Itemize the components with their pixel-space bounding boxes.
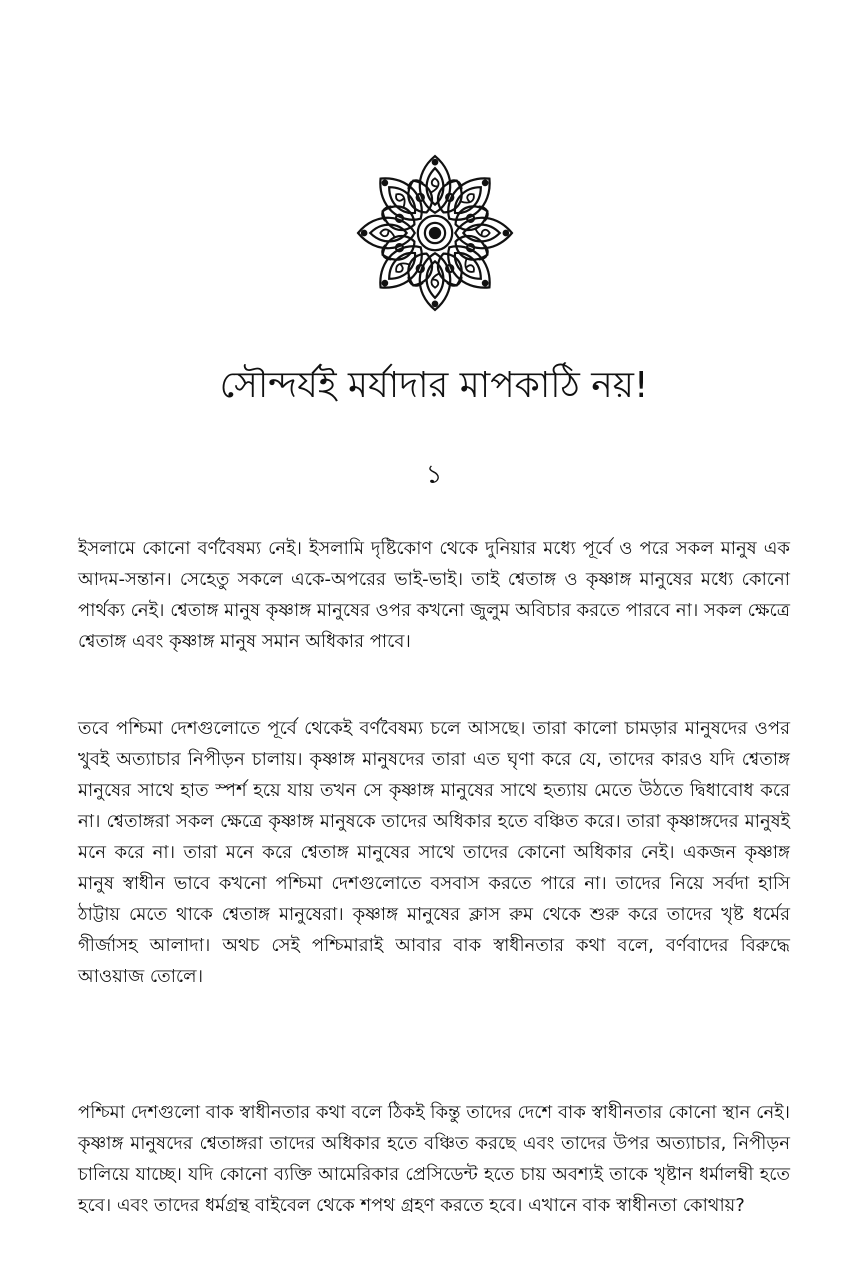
paragraph-3: পশ্চিমা দেশগুলো বাক স্বাধীনতার কথা বলে ঠিকই কিন্তু তাদের দেশে বাক স্বাধীনতার কোনো স্থান নেই। কৃষ্ণাঙ্গ মানুষদের শ্বেতাঙ্গরা তাদের অধিকার হতে বঞ্চিত করছে এবং তাদের উপর অত্যাচার, নিপীড়ন চালিয়ে যাচ্ছে। যদি কোনো ব্যক্তি আমেরিকার প্রেসিডেন্ট হতে চায় অবশ্যই তাকে খৃষ্টান ধর্মালম্বী হতে হবে। এবং তাদের ধর্মগ্রন্থ বাইবেল থেকে শপথ গ্রহণ করতে হবে। এখানে বাক স্বাধীনতা কোথায়? [78, 1102, 790, 1216]
mandala-ornament-icon [354, 152, 516, 314]
paragraph-2: তবে পশ্চিমা দেশগুলোতে পূর্বে থেকেই বর্ণবৈষম্য চলে আসছে। তারা কালো চামড়ার মানুষদের ওপর খুবই অত্যাচার নিপীড়ন চালায়। কৃষ্ণাঙ্গ মানুষদের তারা এত ঘৃণা করে যে, তাদের কারও যদি শ্বেতাঙ্গ মানুষের সাথে হাত স্পর্শ হয়ে যায় তখন সে কৃষ্ণাঙ্গ মানুষের সাথে হত্যায় মেতে উঠতে দ্বিধাবোধ করে না। শ্বেতাঙ্গরা সকল ক্ষেত্রে কৃষ্ণাঙ্গ মানুষকে তাদের অধিকার হতে বঞ্চিত করে। তারা কৃষ্ণাঙ্গদের মানুষই মনে করে না। তারা মনে করে শ্বেতাঙ্গ মানুষের সাথে তাদের কোনো অধিকার নেই। একজন কৃষ্ণাঙ্গ মানুষ স্বাধীন ভাবে কখনো পশ্চিমা দেশগুলোতে বসবাস করতে পারে না। তাদের নিয়ে সর্বদা হাসি ঠাট্টায় মেতে থাকে শ্বেতাঙ্গ মানুষেরা। কৃষ্ণাঙ্গ মানুষের ক্লাস রুম থেকে শুরু করে তাদের খৃষ্ট ধর্মের গীর্জাসহ আলাদা। অথচ সেই পশ্চিমারাই আবার বাক স্বাধীনতার কথা বলে, বর্ণবাদের বিরুদ্ধে আওয়াজ তোলে। [78, 718, 790, 987]
page-title: সৌন্দর্যই মর্যাদার মাপকাঠি নয়! [219, 365, 649, 406]
chapter-number: ১ [425, 460, 443, 490]
paragraph-1: ইসলামে কোনো বর্ণবৈষম্য নেই। ইসলামি দৃষ্টিকোণ থেকে দুনিয়ার মধ্যে পূর্বে ও পরে সকল মানুষ এক আদম-সন্তান। সেহেতু সকলে একে-অপরের ভাই-ভাই। তাই শ্বেতাঙ্গ ও কৃষ্ণাঙ্গ মানুষের মধ্যে কোনো পার্থক্য নেই। শ্বেতাঙ্গ মানুষ কৃষ্ণাঙ্গ মানুষের ওপর কখনো জুলুম অবিচার করতে পারবে না। সকল ক্ষেত্রে শ্বেতাঙ্গ এবং কৃষ্ণাঙ্গ মানুষ সমান অধিকার পাবে। [78, 538, 790, 652]
